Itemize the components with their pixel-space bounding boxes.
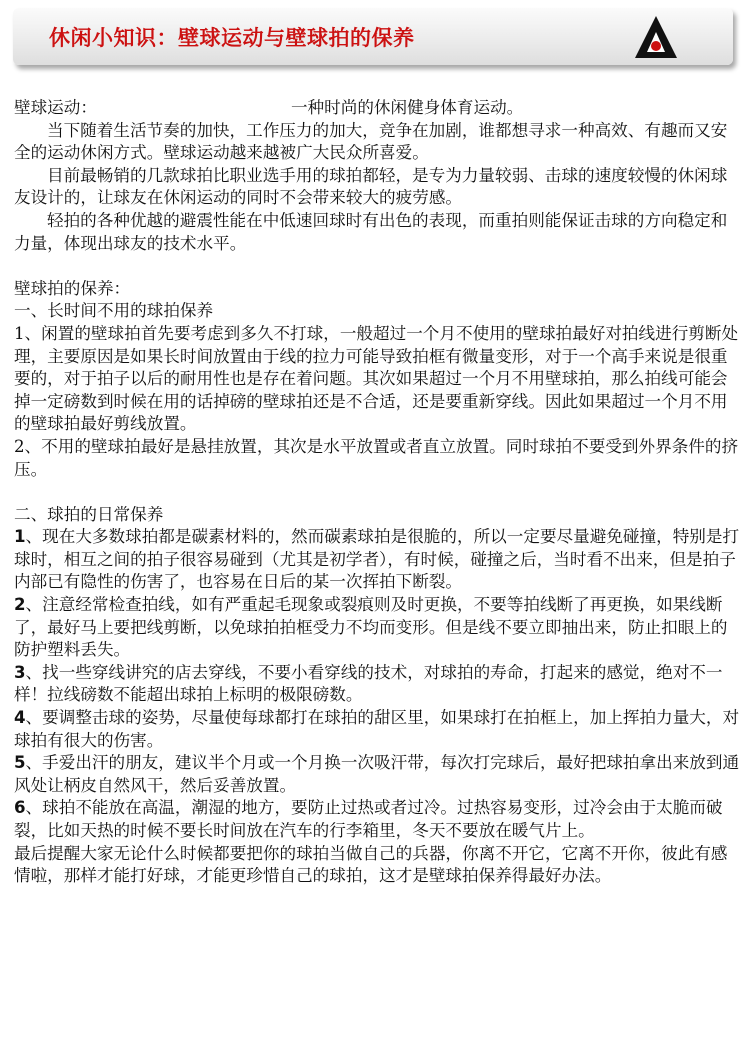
section-2-item — [14, 797, 740, 842]
section-1-item-1: 1、闲置的壁球拍首先要考虑到多久不打球，一般超过一个月不使用的壁球拍最好对拍线进行剪断处理，主要原因是如果长时间放置由于线的拉力可能导致拍框有微量变形，对于一个高手来说是很重要的，对于拍子以后的耐用性也是存在着问题。其次如果超过一个月不用壁球拍，那么拍线可能会掉一定磅数到时候在用的话掉磅的壁球拍还是不合适，还是要重新穿线。因此如果超过一个月不用的壁球拍最好剪线放置。 — [14, 323, 739, 434]
item-number: 5 — [14, 753, 26, 773]
section-2-item — [14, 662, 740, 707]
item-number: 4 — [14, 708, 26, 728]
item-number: 6 — [14, 798, 26, 818]
section-2-item — [14, 752, 740, 797]
page-header — [13, 8, 733, 65]
intro-line — [14, 97, 740, 120]
item-text: 、现在大多数球拍都是碳素材料的，然而碳素球拍是很脆的，所以一定要尽量避免碰撞，特别是打球时，相互之间的拍子很容易碰到（尤其是初学者），有时候，碰撞之后，当时看不出来，但是拍子内部已有隐性的伤害了，也容易在日后的某一次挥拍下断裂。 — [14, 527, 740, 592]
section-2-heading: 二、球拍的日常保养 — [14, 504, 164, 524]
intro-paragraph-3: 轻拍的各种优越的避震性能在中低速回球时有出色的表现，而重拍则能保证击球的方向稳定和力量，体现出球友的技术水平。 — [14, 210, 728, 253]
item-text: 、找一些穿线讲究的店去穿线，不要小看穿线的技术，对球拍的寿命，打起来的感觉，绝对不一样！拉线磅数不能超出球拍上标明的极限磅数。 — [14, 662, 723, 705]
item-text: 、要调整击球的姿势，尽量使每球都打在球拍的甜区里，如果球打在拍框上，加上挥拍力量大，对球拍有很大的伤害。 — [14, 708, 740, 750]
closing-paragraph: 最后提醒大家无论什么时候都要把你的球拍当做自己的兵器，你离不开它，它离不开你，彼此有感情啦，那样才能打好球，才能更珍惜自己的球拍，这才是壁球拍保养得最好办法。 — [14, 843, 728, 886]
section-1-heading: 一、长时间不用的球拍保养 — [14, 301, 214, 321]
triangle-a-logo-icon — [631, 12, 681, 64]
item-text: 、手爱出汗的朋友，建议半个月或一个月换一次吸汗带，每次打完球后，最好把球拍拿出来放到通风处让柄皮自然风干，然后妥善放置。 — [14, 753, 740, 795]
item-text: 、注意经常检查拍线，如有严重起毛现象或裂痕则及时更换，不要等拍线断了再更换，如果线断了，最好马上要把线剪断，以免球拍拍框受力不均而变形。但是线不要立即抽出来，防止扣眼上的防护塑料丢失。 — [14, 595, 728, 660]
page-title: 休闲小知识：壁球运动与壁球拍的保养 — [49, 26, 415, 50]
intro-paragraph-1: 当下随着生活节奏的加快，工作压力的加大，竞争在加剧，谁都想寻求一种高效、有趣而又安全的运动休闲方式。壁球运动越来越被广大民众所喜爱。 — [14, 120, 728, 163]
intro-label: 壁球运动： — [14, 98, 97, 117]
intro-paragraph-2: 目前最畅销的几款球拍比职业选手用的球拍都轻，是专为力量较弱、击球的速度较慢的休闲球友设计的，让球友在休闲运动的同时不会带来较大的疲劳感。 — [14, 165, 728, 208]
item-number: 1 — [14, 527, 26, 547]
section-1-item-2: 2、不用的壁球拍最好是悬挂放置，其次是水平放置或者直立放置。同时球拍不要受到外界条件的挤压。 — [14, 436, 739, 479]
item-number: 3 — [14, 662, 26, 682]
section-2-item — [14, 526, 740, 594]
section-2-item — [14, 594, 740, 662]
intro-definition: 一种时尚的休闲健身体育运动。 — [290, 98, 524, 117]
article-body — [14, 97, 740, 888]
item-text: 、球拍不能放在高温，潮湿的地方，要防止过热或者过冷。过热容易变形，过冷会由于太脆而破裂，比如天热的时候不要长时间放在汽车的行李箱里，冬天不要放在暖气片上。 — [14, 798, 723, 840]
item-number: 2 — [14, 595, 26, 615]
section-2-item — [14, 707, 740, 752]
care-title: 壁球拍的保养： — [14, 278, 131, 298]
